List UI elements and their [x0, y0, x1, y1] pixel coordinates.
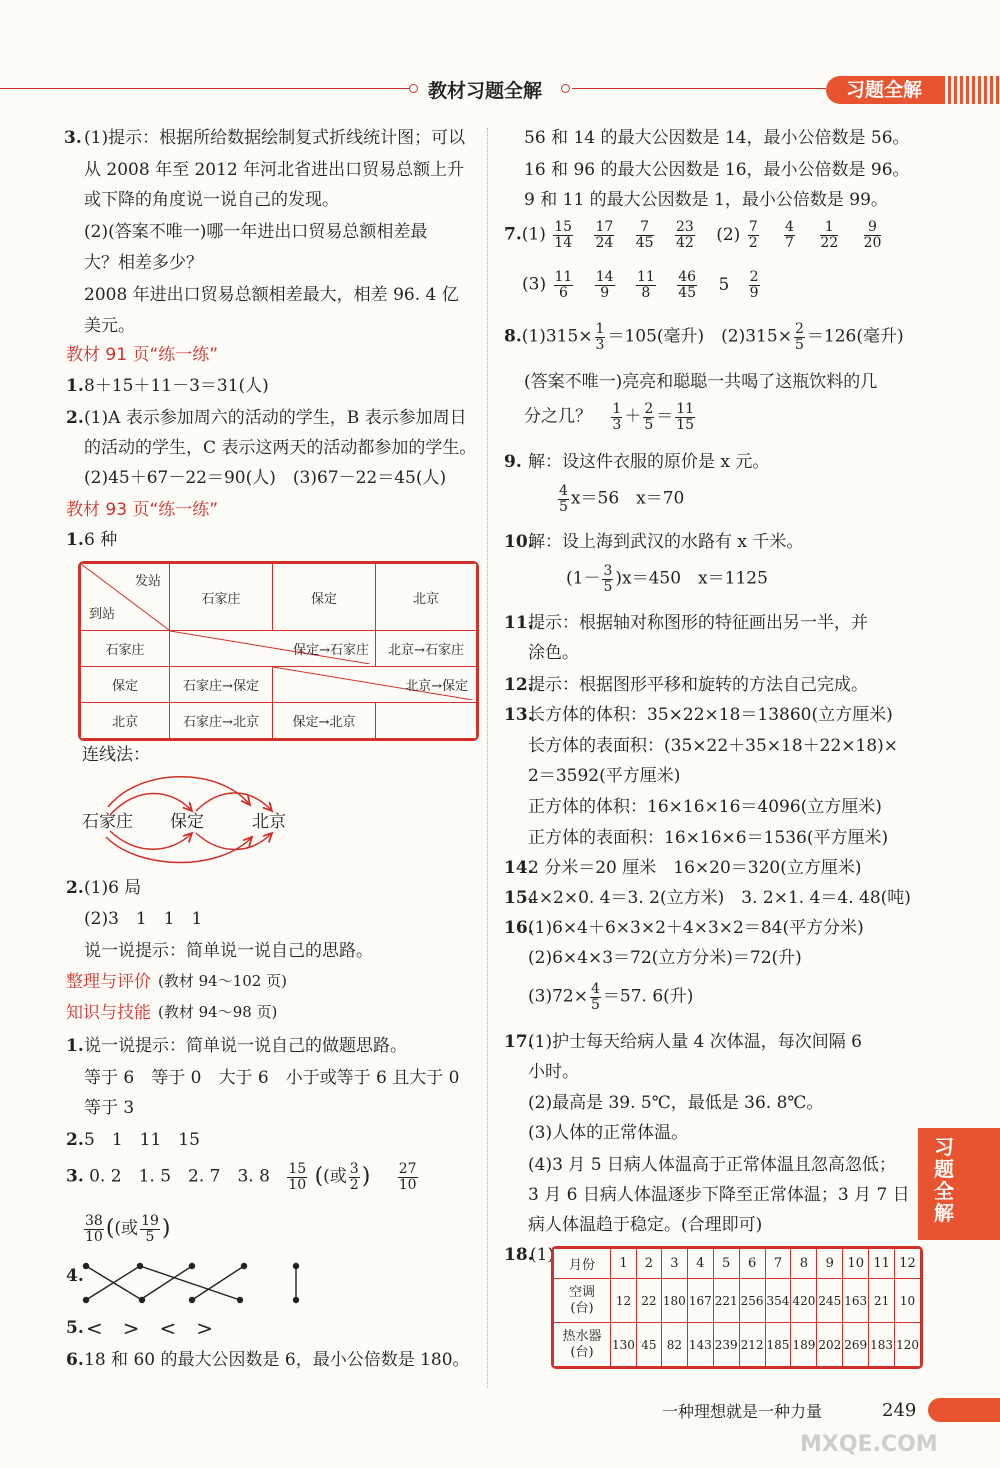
- q13-line-5: 正方体的表面积：16×16×6＝1536(平方厘米): [528, 828, 889, 848]
- side-tab-label: 习题全解: [934, 1135, 954, 1225]
- q12-text: 提示：根据图形平移和旋转的方法自己完成。: [528, 675, 868, 695]
- q11-line-2: 涂色。: [528, 643, 579, 663]
- q3-number: 3.: [64, 128, 82, 148]
- sales-table-row-label: 热水器 (台): [554, 1323, 611, 1367]
- sales-table-cell: 183: [869, 1323, 895, 1367]
- q12-number: 12.: [504, 675, 534, 695]
- route-table-cell: 石家庄→北京: [170, 703, 273, 739]
- sales-table-month: 12: [895, 1249, 921, 1279]
- s91-q1-text: 8＋15＋11－3＝31(人): [84, 376, 269, 396]
- section-heading-skills: 知识与技能: [66, 1003, 151, 1023]
- footer-tab: [928, 1398, 1000, 1422]
- q11-line-1: 提示：根据轴对称图形的特征画出另一半，并: [528, 613, 868, 633]
- header-dot-right: [561, 84, 570, 93]
- sales-table-month: 5: [713, 1249, 739, 1279]
- q8-number: 8.: [504, 326, 522, 347]
- q3-line-3: 或下降的角度说一说自己的发现。: [84, 190, 339, 210]
- q17-line-3: (2)最高是 39. 5℃，最低是 36. 8℃。: [528, 1093, 824, 1113]
- s91-q2-line-3: (2)45＋67－22＝90(人) (3)67－22＝45(人): [84, 468, 447, 488]
- sales-table-month: 7: [765, 1249, 791, 1279]
- k5-text: < > < >: [86, 1316, 214, 1340]
- s93-q2-line-3: 说一说提示：简单说一说自己的思路。: [84, 941, 373, 961]
- q16-line-3: (3)72× $\frac{4}{5}$ ＝57. 6(升): [528, 981, 694, 1013]
- route-table-corner-top: 发站: [134, 574, 161, 589]
- q7-row-2: (3) $\frac{11}{6}$ $\frac{14}{9}$ $\frac{11}{8}$ $\frac{46}{45}$ 5 $\frac{2}{9}$: [522, 269, 759, 301]
- q9-number: 9.: [504, 452, 522, 472]
- sales-table-cell: 420: [791, 1279, 817, 1323]
- city-node-baoding: 保定: [170, 812, 204, 832]
- sales-table-cell: 22: [636, 1279, 661, 1323]
- k3-number: 3.: [66, 1166, 84, 1187]
- route-table-cell-diag: [273, 667, 477, 703]
- sales-table: [551, 1246, 923, 1369]
- route-table-corner: [81, 564, 170, 631]
- q3-line-5: 大？相差多少？: [84, 253, 203, 273]
- sales-table-month: 9: [817, 1249, 843, 1279]
- q14-text: 2 分米＝20 厘米 16×20＝320(立方厘米): [528, 858, 862, 878]
- side-tab: [918, 1128, 1000, 1240]
- section-skills-pages: (教材 94～98 页): [158, 1003, 278, 1021]
- sales-table-month: 3: [661, 1249, 687, 1279]
- k6-number: 6.: [66, 1350, 84, 1370]
- header-rule-left: [0, 88, 410, 89]
- q7-fraction: $\frac{9}{20}$: [863, 219, 882, 251]
- q10-number: 10.: [504, 532, 534, 552]
- q17-line-4: (3)人体的正常体温。: [528, 1123, 689, 1143]
- route-table-cell: 保定→北京: [273, 703, 376, 739]
- q3-line-6: 2008 年进出口贸易总额相差最大，相差 96. 4 亿: [84, 285, 459, 305]
- q14-number: 14.: [504, 858, 534, 878]
- q13-line-2: 长方体的表面积：(35×22＋35×18＋22×18)×: [528, 736, 899, 756]
- route-table-cell: 石家庄→保定: [170, 667, 273, 703]
- sales-table-cell: 130: [611, 1323, 637, 1367]
- route-table-row-header: 北京: [81, 703, 170, 739]
- q16-line-2: (2)6×4×3＝72(立方分米)＝72(升): [528, 948, 802, 968]
- watermark: MXQE.COM: [800, 1432, 938, 1457]
- header-title: 教材习题全解: [428, 80, 543, 102]
- k5-number: 5.: [66, 1318, 84, 1338]
- q10-line-2: (1－ $\frac{3}{5}$ )x＝450 x＝1125: [566, 563, 768, 595]
- k1-line-1: 说一说提示：简单说一说自己的做题思路。: [84, 1036, 407, 1056]
- route-table-corner-bottom: 到站: [89, 607, 116, 622]
- s91-q2-number: 2.: [66, 408, 84, 428]
- route-table-row-header: 石家庄: [81, 631, 170, 667]
- header-badge: 习题全解: [826, 76, 942, 104]
- q7-fraction: $\frac{7}{2}$: [748, 219, 758, 251]
- q8-line-3: 分之几？ $\frac{1}{3}$ ＋ $\frac{2}{5}$ ＝ $\frac{11}{15}$: [524, 401, 695, 433]
- q7-fraction: $\frac{46}{45}$: [678, 269, 697, 301]
- route-table: [78, 561, 479, 741]
- k3-fraction: $\frac{19}{5}$: [141, 1213, 159, 1245]
- q11-number: 11.: [504, 613, 534, 633]
- sales-table-cell: 354: [765, 1279, 791, 1323]
- sales-table-cell: 189: [791, 1323, 817, 1367]
- q7-fraction: $\frac{17}{24}$: [595, 219, 614, 251]
- sales-table-month: 6: [739, 1249, 765, 1279]
- s93-q2-line-1: (1)6 局: [84, 878, 142, 898]
- k1-line-2: 等于 6 等于 0 大于 6 小于或等于 6 且大于 0: [84, 1068, 460, 1088]
- sales-table-cell: 239: [713, 1323, 739, 1367]
- q7-fraction: $\frac{4}{7}$: [785, 219, 794, 251]
- q16-number: 16.: [504, 918, 534, 938]
- s93-q1-number: 1.: [66, 530, 84, 550]
- sales-table-cell: 12: [611, 1279, 637, 1323]
- route-table-row-header: 保定: [81, 667, 170, 703]
- q15-text: 4×2×0. 4＝3. 2(立方米) 3. 2×1. 4＝4. 48(吨): [528, 888, 911, 908]
- q15-number: 15.: [504, 888, 534, 908]
- route-table-cell-diag: [170, 631, 376, 667]
- sales-table-cell: 45: [636, 1323, 661, 1367]
- gcd-line-3: 9 和 11 的最大公因数是 1，最小公倍数是 99。: [524, 190, 888, 210]
- route-table-cell: 北京→石家庄: [376, 631, 477, 667]
- k3-decimals: 0. 2 1. 5 2. 7 3. 8: [89, 1166, 270, 1187]
- q3-line-4: (2)(答案不唯一)哪一年进出口贸易总额相差最: [84, 222, 428, 242]
- k4-matching-lines: [80, 1258, 310, 1308]
- k3-fraction: $\frac{27}{10}$: [398, 1161, 417, 1193]
- city-node-shijiazhuang: 石家庄: [82, 812, 133, 832]
- s93-q2-number: 2.: [66, 878, 84, 898]
- sales-table-month: 4: [687, 1249, 713, 1279]
- s91-q1-number: 1.: [66, 376, 84, 396]
- sales-table-cell: 143: [687, 1323, 713, 1367]
- sales-table-cell: 221: [713, 1279, 739, 1323]
- q13-line-3: 2＝3592(平方厘米): [528, 766, 681, 786]
- q3-line-7: 美元。: [84, 316, 135, 336]
- q17-line-1: (1)护士每天给病人量 4 次体温，每次间隔 6: [528, 1032, 862, 1052]
- sales-table-cell: 256: [739, 1279, 765, 1323]
- s93-q1-text: 6 种: [84, 530, 118, 550]
- q7-fraction: $\frac{11}{8}$: [636, 269, 655, 301]
- k1-line-3: 等于 3: [84, 1098, 135, 1118]
- header-badge-stripes: [942, 76, 1000, 104]
- sales-table-cell: 185: [765, 1323, 791, 1367]
- route-table-cell: [376, 703, 477, 739]
- page-number: 249: [882, 1400, 917, 1421]
- q17-number: 17.: [504, 1032, 534, 1052]
- k2-number: 2.: [66, 1130, 84, 1150]
- q7-row-1: 7.(1) $\frac{15}{14}$ $\frac{17}{24}$ $\frac{7}{45}$ $\frac{23}{42}$ (2) $\frac{7}{2}$ $\frac{4}{7}$ $\frac{1}{22}$ $\frac{9}{20}$: [504, 219, 882, 251]
- sales-table-month: 2: [636, 1249, 661, 1279]
- s91-q2-line-1: (1)A 表示参加周六的活动的学生，B 表示参加周日: [84, 408, 467, 428]
- sales-table-cell: 269: [843, 1323, 869, 1367]
- header-rule-right: [572, 88, 826, 89]
- sales-table-cell: 10: [895, 1279, 921, 1323]
- q7-fraction: $\frac{15}{14}$: [554, 219, 573, 251]
- q18-number: 18.: [504, 1245, 534, 1265]
- k3-line-2: $\frac{38}{10}$ ((或 $\frac{19}{5}$ ): [85, 1213, 171, 1245]
- k3-or: (或: [323, 1166, 347, 1187]
- q8-line-2: (答案不唯一)亮亮和聪聪一共喝了这瓶饮料的几: [524, 372, 878, 392]
- q13-line-1: 长方体的体积：35×22×18＝13860(立方厘米): [528, 705, 893, 725]
- q16-line-1: (1)6×4＋6×3×2＋4×3×2＝84(平方分米): [528, 918, 864, 938]
- q3-line-1: (1)提示：根据所给数据绘制复式折线统计图；可以: [84, 128, 466, 148]
- column-divider: [487, 128, 488, 1388]
- q10-line-1: 解：设上海到武汉的水路有 x 千米。: [528, 532, 804, 552]
- q18-part-1: (1): [530, 1245, 555, 1265]
- k3-fraction: $\frac{15}{10}$: [288, 1161, 307, 1193]
- q7-fraction: $\frac{7}{45}$: [635, 219, 654, 251]
- q8-line-1: 8.(1)315× $\frac{1}{3}$ ＝105(毫升) (2)315× $\frac{2}{5}$ ＝126(毫升): [504, 321, 904, 353]
- q9-line-2: $\frac{4}{5}$ x＝56 x＝70: [559, 483, 685, 515]
- section-heading-p91: 教材 91 页“练一练”: [66, 345, 219, 365]
- q3-line-2: 从 2008 年至 2012 年河北省进出口贸易总额上升: [84, 160, 465, 180]
- k3-fraction: $\frac{38}{10}$: [85, 1213, 103, 1245]
- sales-table-header: 月份: [554, 1249, 611, 1279]
- s91-q2-line-2: 的活动的学生，C 表示这两天的活动都参加的学生。: [84, 438, 477, 458]
- k3-line-1: 3. 0. 2 1. 5 2. 7 3. 8 $\frac{15}{10}$ ((或 $\frac{3}{2}$ ) $\frac{27}{10}$: [66, 1161, 417, 1193]
- q17-line-7: 病人体温趋于稳定。(合理即可): [528, 1215, 763, 1235]
- route-table-col-header: 北京: [376, 564, 477, 631]
- q13-number: 13.: [504, 705, 534, 725]
- link-method-label: 连线法：: [82, 745, 150, 765]
- k6-text: 18 和 60 的最大公因数是 6，最小公倍数是 180。: [84, 1350, 470, 1370]
- city-node-beijing: 北京: [252, 812, 286, 832]
- sales-table-cell: 202: [817, 1323, 843, 1367]
- sales-table-cell: 245: [817, 1279, 843, 1323]
- sales-table-cell: 180: [661, 1279, 687, 1323]
- route-table-cell: 北京→保定: [405, 679, 468, 694]
- k2-text: 5 1 11 15: [84, 1130, 200, 1150]
- gcd-line-2: 16 和 96 的最大公因数是 16，最小公倍数是 96。: [524, 160, 910, 180]
- sales-table-cell: 82: [661, 1323, 687, 1367]
- q17-line-6: 3 月 6 日病人体温逐步下降至正常体温；3 月 7 日: [528, 1185, 910, 1205]
- q7-fraction: $\frac{1}{22}$: [820, 219, 839, 251]
- sales-table-month: 11: [869, 1249, 895, 1279]
- q7-fraction: $\frac{23}{42}$: [675, 219, 694, 251]
- q13-line-4: 正方体的体积：16×16×16＝4096(立方厘米): [528, 797, 882, 817]
- sales-table-month: 8: [791, 1249, 817, 1279]
- q17-line-2: 小时。: [528, 1062, 579, 1082]
- q7-fraction: $\frac{2}{9}$: [749, 269, 759, 301]
- s93-q2-line-2: (2)3 1 1 1: [84, 909, 203, 929]
- sales-table-cell: 212: [739, 1323, 765, 1367]
- k3-fraction: $\frac{3}{2}$: [349, 1161, 359, 1193]
- section-heading-review: 整理与评价: [66, 972, 151, 992]
- sales-table-month: 10: [843, 1249, 869, 1279]
- route-table-cell: 保定→石家庄: [293, 643, 369, 658]
- sales-table-row-label: 空调 (台): [554, 1279, 611, 1323]
- footer-motto: 一种理想就是一种力量: [662, 1402, 823, 1421]
- q7-fraction: $\frac{11}{6}$: [554, 269, 573, 301]
- gcd-line-1: 56 和 14 的最大公因数是 14，最小公倍数是 56。: [524, 128, 910, 148]
- sales-table-month: 1: [611, 1249, 637, 1279]
- q9-line-1: 解：设这件衣服的原价是 x 元。: [528, 452, 770, 472]
- sales-table-cell: 163: [843, 1279, 869, 1323]
- route-table-col-header: 石家庄: [170, 564, 273, 631]
- sales-table-cell: 21: [869, 1279, 895, 1323]
- q17-line-5: (4)3 月 5 日病人体温高于正常体温且忽高忽低；: [528, 1155, 896, 1175]
- sales-table-cell: 167: [687, 1279, 713, 1323]
- route-table-col-header: 保定: [273, 564, 376, 631]
- k1-number: 1.: [66, 1036, 84, 1056]
- q7-number: 7.: [504, 224, 522, 245]
- k4-number: 4.: [66, 1266, 84, 1286]
- sales-table-cell: 120: [895, 1323, 921, 1367]
- section-heading-p93: 教材 93 页“练一练”: [66, 500, 219, 520]
- header-dot-left: [409, 84, 418, 93]
- q7-fraction: $\frac{14}{9}$: [595, 269, 614, 301]
- section-review-pages: (教材 94～102 页): [158, 972, 287, 990]
